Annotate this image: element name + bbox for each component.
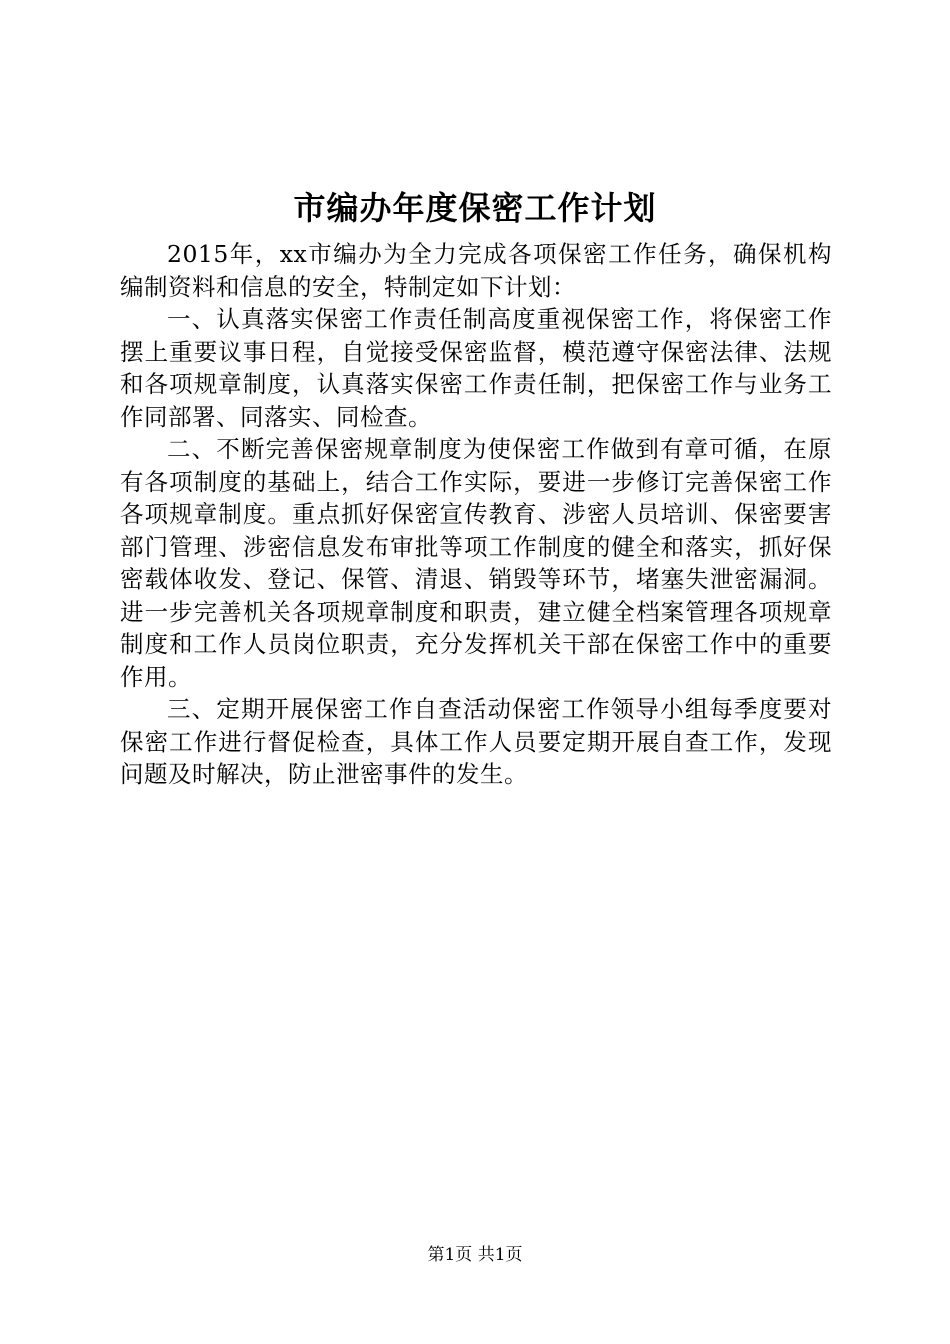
paragraph-section-1: 一、认真落实保密工作责任制高度重视保密工作，将保密工作摆上重要议事日程，自觉接受保密监督，模范遵守保密法律、法规和各项规章制度，认真落实保密工作责任制，把保密工作与业务工作同部署、同落实、同检查。 bbox=[120, 305, 832, 431]
paragraph-section-2: 二、不断完善保密规章制度为使保密工作做到有章可循，在原有各项制度的基础上，结合工作实际，要进一步修订完善保密工作各项规章制度。重点抓好保密宣传教育、涉密人员培训、保密要害部门管理、涉密信息发布审批等项工作制度的健全和落实，抓好保密载体收发、登记、保管、清退、销毁等环节，堵塞失泄密漏洞。进一步完善机关各项规章制度和职责，建立健全档案管理各项规章制度和工作人员岗位职责，充分发挥机关干部在保密工作中的重要作用。 bbox=[120, 435, 832, 691]
page-number-footer: 第1页 共1页 bbox=[427, 1245, 523, 1265]
document-title: 市编办年度保密工作计划 bbox=[293, 189, 657, 227]
paragraph-intro: 2015年，xx市编办为全力完成各项保密工作任务，确保机构编制资料和信息的安全，特制定如下计划： bbox=[120, 240, 832, 301]
paragraph-section-3: 三、定期开展保密工作自查活动保密工作领导小组每季度要对保密工作进行督促检查，具体工作人员要定期开展自查工作，发现问题及时解决，防止泄密事件的发生。 bbox=[120, 695, 832, 788]
document-body bbox=[120, 238, 832, 791]
